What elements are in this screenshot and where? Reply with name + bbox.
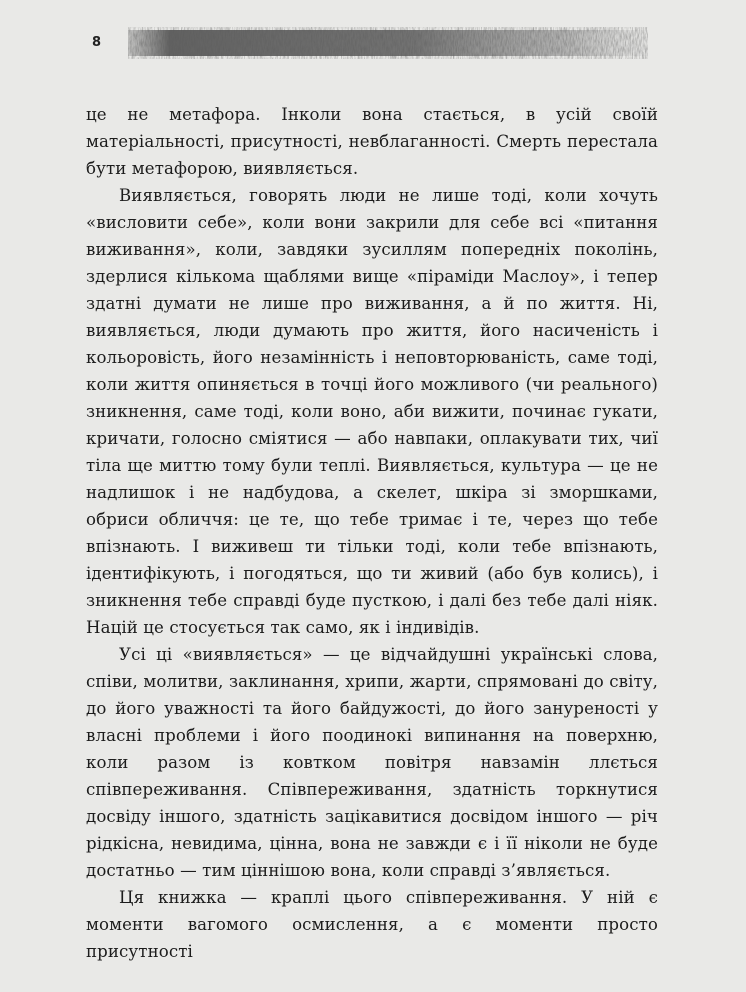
paragraph-2: Виявляється, говорять люди не лише тоді, коли хочуть «висловити себе», коли вони закрили для себе всі «питання виживання», коли, завдяки зусиллям попередніх поколінь, здерлися кількома щаблями вище «піраміди Маслоу», і тепер здатні думати не лише про виживання, а й по життя. Ні, виявляється, люди думають про життя, його насиченість і кольоровість, його незамінність і неповторюваність, саме тоді, коли життя опиняється в точці його можливого (чи реального) зникнення, саме тоді, коли воно, аби вижити, починає гукати, кричати, голосно сміятися — або навпаки, оплакувати тих, чиї тіла ще миттю тому були теплі. Виявляється, культура — це не надлишок і не надбудова, а скелет, шкіра зі зморшками, обриси обличчя: це те, що тебе тримає і те, через що тебе впізнають. І виживеш ти тільки тоді, коли тебе впізнають, ідентифікують, і погодяться, що ти живий (або був колись), і зникнення тебе справді буде пусткою, і далі без тебе далі ніяк. Націй це стосується так само, як і індивідів.: [86, 186, 658, 637]
page-number: 8: [92, 35, 102, 50]
decorative-header-band: [128, 27, 648, 59]
paragraph-1: це не метафора. Інколи вона стається, в усій своїй матеріальності, присутності, невблаганності. Смерть перестала бути метафорою, виявляється.: [86, 105, 658, 178]
paragraph-3: Усі ці «виявляється» — це відчайдушні українські слова, співи, молитви, заклинання, хрипи, жарти, спрямовані до світу, до його уважності та його байдужості, до його зануреності у власні проблеми і його поодинокі випинання на поверхню, коли разом із ковтком повітря навзамін ллється співпереживання. Співпереживання, здатність торкнутися досвіду іншого, здатність зацікавитися досвідом іншого — річ рідкісна, невидима, цінна, вона не завжди є і її ніколи не буде достатньо — тим ціннішою вона, коли справді з’являється.: [86, 645, 658, 880]
paragraph-4: Ця книжка — краплі цього співпереживання. У ній є моменти вагомого осмислення, а є моменти просто присутності: [86, 888, 658, 961]
body-text: [86, 101, 658, 965]
